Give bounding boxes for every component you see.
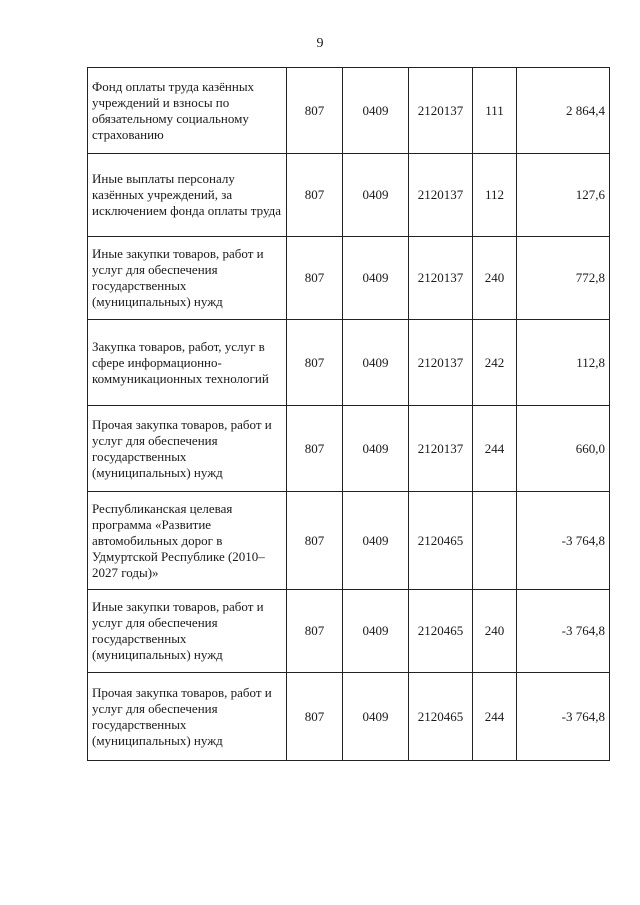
page-number: 9 <box>316 36 324 51</box>
row-name-cell: Иные закупки товаров, работ и услуг для обеспечения государственных (муниципальных) нужд <box>88 237 287 320</box>
section-code-cell: 0409 <box>343 68 409 154</box>
row-name-cell: Закупка товаров, работ, услуг в сфере информационно-коммуникационных технологий <box>88 320 287 406</box>
amount-cell: -3 764,8 <box>517 492 610 590</box>
department-code-cell: 807 <box>287 590 343 673</box>
department-code-cell: 807 <box>287 673 343 761</box>
table-row <box>88 492 610 590</box>
table-row <box>88 68 610 154</box>
row-name-cell: Прочая закупка товаров, работ и услуг для обеспечения государственных (муниципальных) нужд <box>88 406 287 492</box>
row-name-cell: Республиканская целевая программа «Развитие автомобильных дорог в Удмуртской Республике (2010–2027 годы)» <box>88 492 287 590</box>
department-code-cell: 807 <box>287 492 343 590</box>
target-article-cell: 2120465 <box>409 492 473 590</box>
target-article-cell: 2120137 <box>409 237 473 320</box>
target-article-cell: 2120465 <box>409 590 473 673</box>
department-code-cell: 807 <box>287 68 343 154</box>
row-name-cell: Иные выплаты персоналу казённых учреждений, за исключением фонда оплаты труда <box>88 154 287 237</box>
table-row <box>88 320 610 406</box>
section-code-cell: 0409 <box>343 673 409 761</box>
department-code-cell: 807 <box>287 154 343 237</box>
section-code-cell: 0409 <box>343 320 409 406</box>
expense-type-cell: 240 <box>473 590 517 673</box>
expense-type-cell <box>473 492 517 590</box>
amount-cell: 772,8 <box>517 237 610 320</box>
table-row <box>88 590 610 673</box>
expense-type-cell: 112 <box>473 154 517 237</box>
section-code-cell: 0409 <box>343 492 409 590</box>
expense-type-cell: 242 <box>473 320 517 406</box>
table-row <box>88 154 610 237</box>
expense-type-cell: 240 <box>473 237 517 320</box>
expense-type-cell: 244 <box>473 406 517 492</box>
department-code-cell: 807 <box>287 237 343 320</box>
expense-type-cell: 111 <box>473 68 517 154</box>
table-row <box>88 237 610 320</box>
target-article-cell: 2120137 <box>409 68 473 154</box>
budget-table <box>87 67 610 761</box>
department-code-cell: 807 <box>287 406 343 492</box>
amount-cell: 660,0 <box>517 406 610 492</box>
table-row <box>88 406 610 492</box>
row-name-cell: Фонд оплаты труда казённых учреждений и взносы по обязательному социальному страхованию <box>88 68 287 154</box>
section-code-cell: 0409 <box>343 406 409 492</box>
section-code-cell: 0409 <box>343 154 409 237</box>
target-article-cell: 2120137 <box>409 406 473 492</box>
row-name-cell: Прочая закупка товаров, работ и услуг для обеспечения государственных (муниципальных) нужд <box>88 673 287 761</box>
department-code-cell: 807 <box>287 320 343 406</box>
expense-type-cell: 244 <box>473 673 517 761</box>
amount-cell: 112,8 <box>517 320 610 406</box>
amount-cell: 2 864,4 <box>517 68 610 154</box>
target-article-cell: 2120137 <box>409 154 473 237</box>
section-code-cell: 0409 <box>343 590 409 673</box>
target-article-cell: 2120465 <box>409 673 473 761</box>
table-row <box>88 673 610 761</box>
amount-cell: -3 764,8 <box>517 673 610 761</box>
amount-cell: 127,6 <box>517 154 610 237</box>
row-name-cell: Иные закупки товаров, работ и услуг для обеспечения государственных (муниципальных) нужд <box>88 590 287 673</box>
target-article-cell: 2120137 <box>409 320 473 406</box>
amount-cell: -3 764,8 <box>517 590 610 673</box>
section-code-cell: 0409 <box>343 237 409 320</box>
